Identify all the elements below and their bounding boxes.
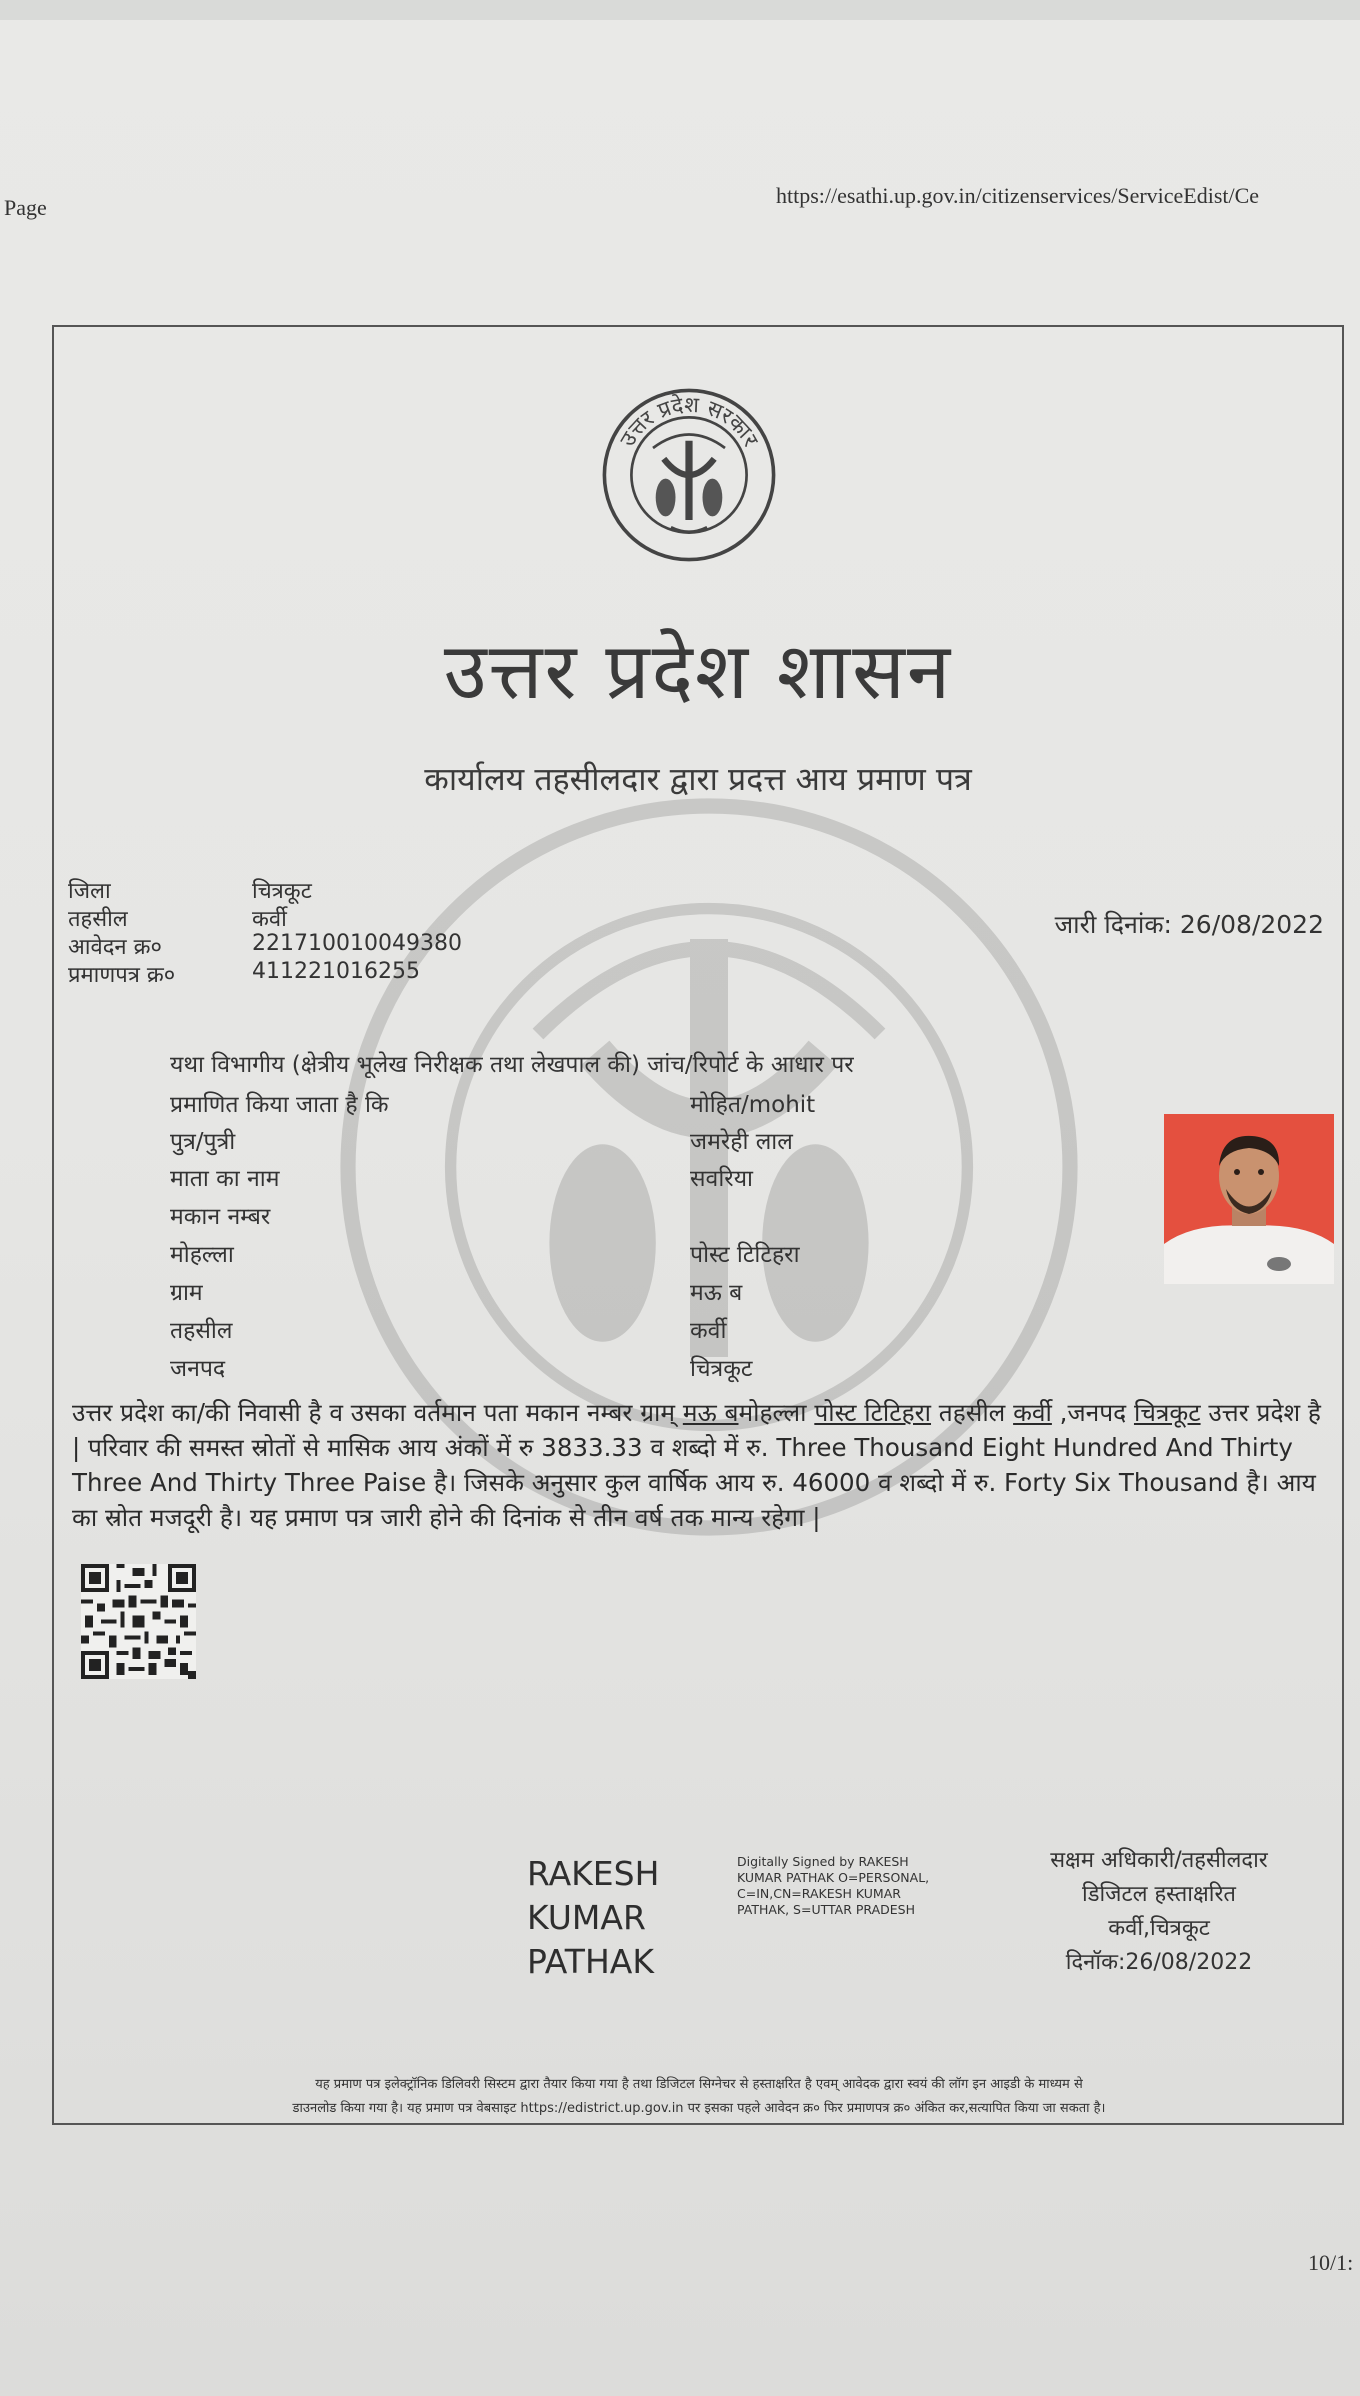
body-text: मोहल्ला bbox=[738, 1398, 815, 1427]
signer-name-line: RAKESH bbox=[527, 1854, 660, 1893]
certificate-no-value: 411221016255 bbox=[252, 959, 420, 984]
district-value: चित्रकूट bbox=[252, 879, 312, 904]
tehsil-label: तहसील bbox=[68, 907, 128, 932]
detail-label: पुत्र/पुत्री bbox=[170, 1129, 236, 1155]
detail-label: प्रमाणित किया जाता है कि bbox=[170, 1092, 389, 1118]
qr-code-icon[interactable] bbox=[81, 1564, 196, 1679]
tehsil-value: कर्वी bbox=[252, 907, 287, 932]
certificate-footer bbox=[62, 2073, 1336, 2121]
page-number: 10/1: bbox=[1308, 2250, 1354, 2275]
intro-line: यथा विभागीय (क्षेत्रीय भूलेख निरीक्षक तथा लेखपाल की) जांच/रिपोर्ट के आधार पर bbox=[170, 1052, 854, 1078]
up-government-emblem-icon bbox=[599, 385, 779, 565]
signer-name-line: KUMAR bbox=[527, 1898, 646, 1937]
certificate-no-label: प्रमाणपत्र क्र० bbox=[68, 963, 176, 988]
signer-name-line: PATHAK bbox=[527, 1942, 654, 1981]
detail-label: मोहल्ला bbox=[170, 1242, 234, 1268]
detail-value: चित्रकूट bbox=[690, 1356, 753, 1382]
footer-line: यह प्रमाण पत्र इलेक्ट्रॉनिक डिलिवरी सिस्टम द्वारा तैयार किया गया है तथा डिजिटल सिग्नेचर से हस्ताक्षरित है एवम् आवेदक द्वारा स्वयं की लॉग इन आइडी के माध्यम से bbox=[315, 2077, 1083, 2092]
detail-label: माता का नाम bbox=[170, 1166, 280, 1192]
print-header-left: Page bbox=[4, 195, 47, 220]
detail-label: ग्राम bbox=[170, 1280, 203, 1306]
locality-text: पोस्ट टिटिहरा bbox=[814, 1398, 932, 1427]
tehsil-text: कर्वी bbox=[1013, 1398, 1052, 1427]
application-no-label: आवेदन क्र० bbox=[68, 935, 162, 960]
issue-date: जारी दिनांक: 26/08/2022 bbox=[1054, 910, 1324, 939]
detail-value: मोहित/mohit bbox=[690, 1092, 816, 1118]
detail-label: तहसील bbox=[170, 1318, 233, 1344]
body-text: तहसील bbox=[931, 1398, 1014, 1427]
officer-location: कर्वी,चित्रकूट bbox=[1108, 1916, 1210, 1941]
detail-value: जमरेही लाल bbox=[690, 1129, 793, 1155]
village-text: मऊ ब bbox=[682, 1398, 739, 1427]
body-text: ,जनपद bbox=[1051, 1398, 1134, 1427]
officer-date: दिनॉक:26/08/2022 bbox=[1065, 1950, 1253, 1975]
detail-value: मऊ ब bbox=[690, 1280, 743, 1306]
application-no-value: 221710010049380 bbox=[252, 931, 462, 956]
applicant-photo bbox=[1164, 1114, 1334, 1284]
detail-value: पोस्ट टिटिहरा bbox=[690, 1242, 800, 1268]
detail-value: कर्वी bbox=[690, 1318, 727, 1344]
detail-value: सवरिया bbox=[690, 1166, 753, 1192]
body-text: उत्तर प्रदेश का/की निवासी है व उसका वर्तमान पता मकान नम्बर ग्राम् bbox=[72, 1398, 683, 1427]
signer-name bbox=[527, 1852, 659, 1984]
district-text: चित्रकूट bbox=[1133, 1398, 1201, 1427]
district-label: जिला bbox=[68, 879, 111, 904]
certificate-title: उत्तर प्रदेश शासन bbox=[443, 627, 953, 717]
officer-designation: सक्षम अधिकारी/तहसीलदार bbox=[1050, 1848, 1268, 1873]
paper-sheet bbox=[0, 20, 1360, 2396]
detail-label: जनपद bbox=[170, 1356, 226, 1382]
footer-line: डाउनलोड किया गया है। यह प्रमाण पत्र वेबसाइट https://edistrict.up.gov.in पर इसका पहले आवेदन क्र० फिर प्रमाणपत्र क्र० अंकित कर,सत्यापित किया जा सकता है। bbox=[292, 2101, 1106, 2116]
officer-block bbox=[989, 1844, 1329, 1980]
body-text: उत्तर प्रदेश है | परिवार की समस्त स्रोतों से मासिक आय अंकों में रु 3833.33 व शब्दो में रु. Three Thousand Eight Hundred And Thirty Three And Thirty Three Paise है। जिसके अनुसार कुल वार्षिक आय रु. 46000 व शब्दो में रु. Forty Six Thousand है। आय का स्रोत मजदूरी है। यह प्रमाण पत्र जारी होने की दिनांक से तीन वर्ष तक मान्य रहेगा | bbox=[72, 1398, 1321, 1532]
income-certificate bbox=[52, 325, 1344, 2125]
detail-label: मकान नम्बर bbox=[170, 1204, 271, 1230]
digital-signature-details: Digitally Signed by RAKESH KUMAR PATHAK O=PERSONAL, C=IN,CN=RAKESH KUMAR PATHAK, S=UTTAR PRADESH bbox=[737, 1854, 930, 1917]
print-header-url: https://esathi.up.gov.in/citizenservices/ServiceEdist/Ce bbox=[776, 183, 1260, 208]
certificate-subtitle: कार्यालय तहसीलदार द्वारा प्रदत्त आय प्रमाण पत्र bbox=[424, 760, 972, 798]
officer-digitally-signed: डिजिटल हस्ताक्षरित bbox=[1082, 1882, 1236, 1907]
certificate-body bbox=[72, 1395, 1334, 1535]
svg-text:उत्तर प्रदेश सरकार: उत्तर प्रदेश सरकार bbox=[615, 392, 763, 452]
